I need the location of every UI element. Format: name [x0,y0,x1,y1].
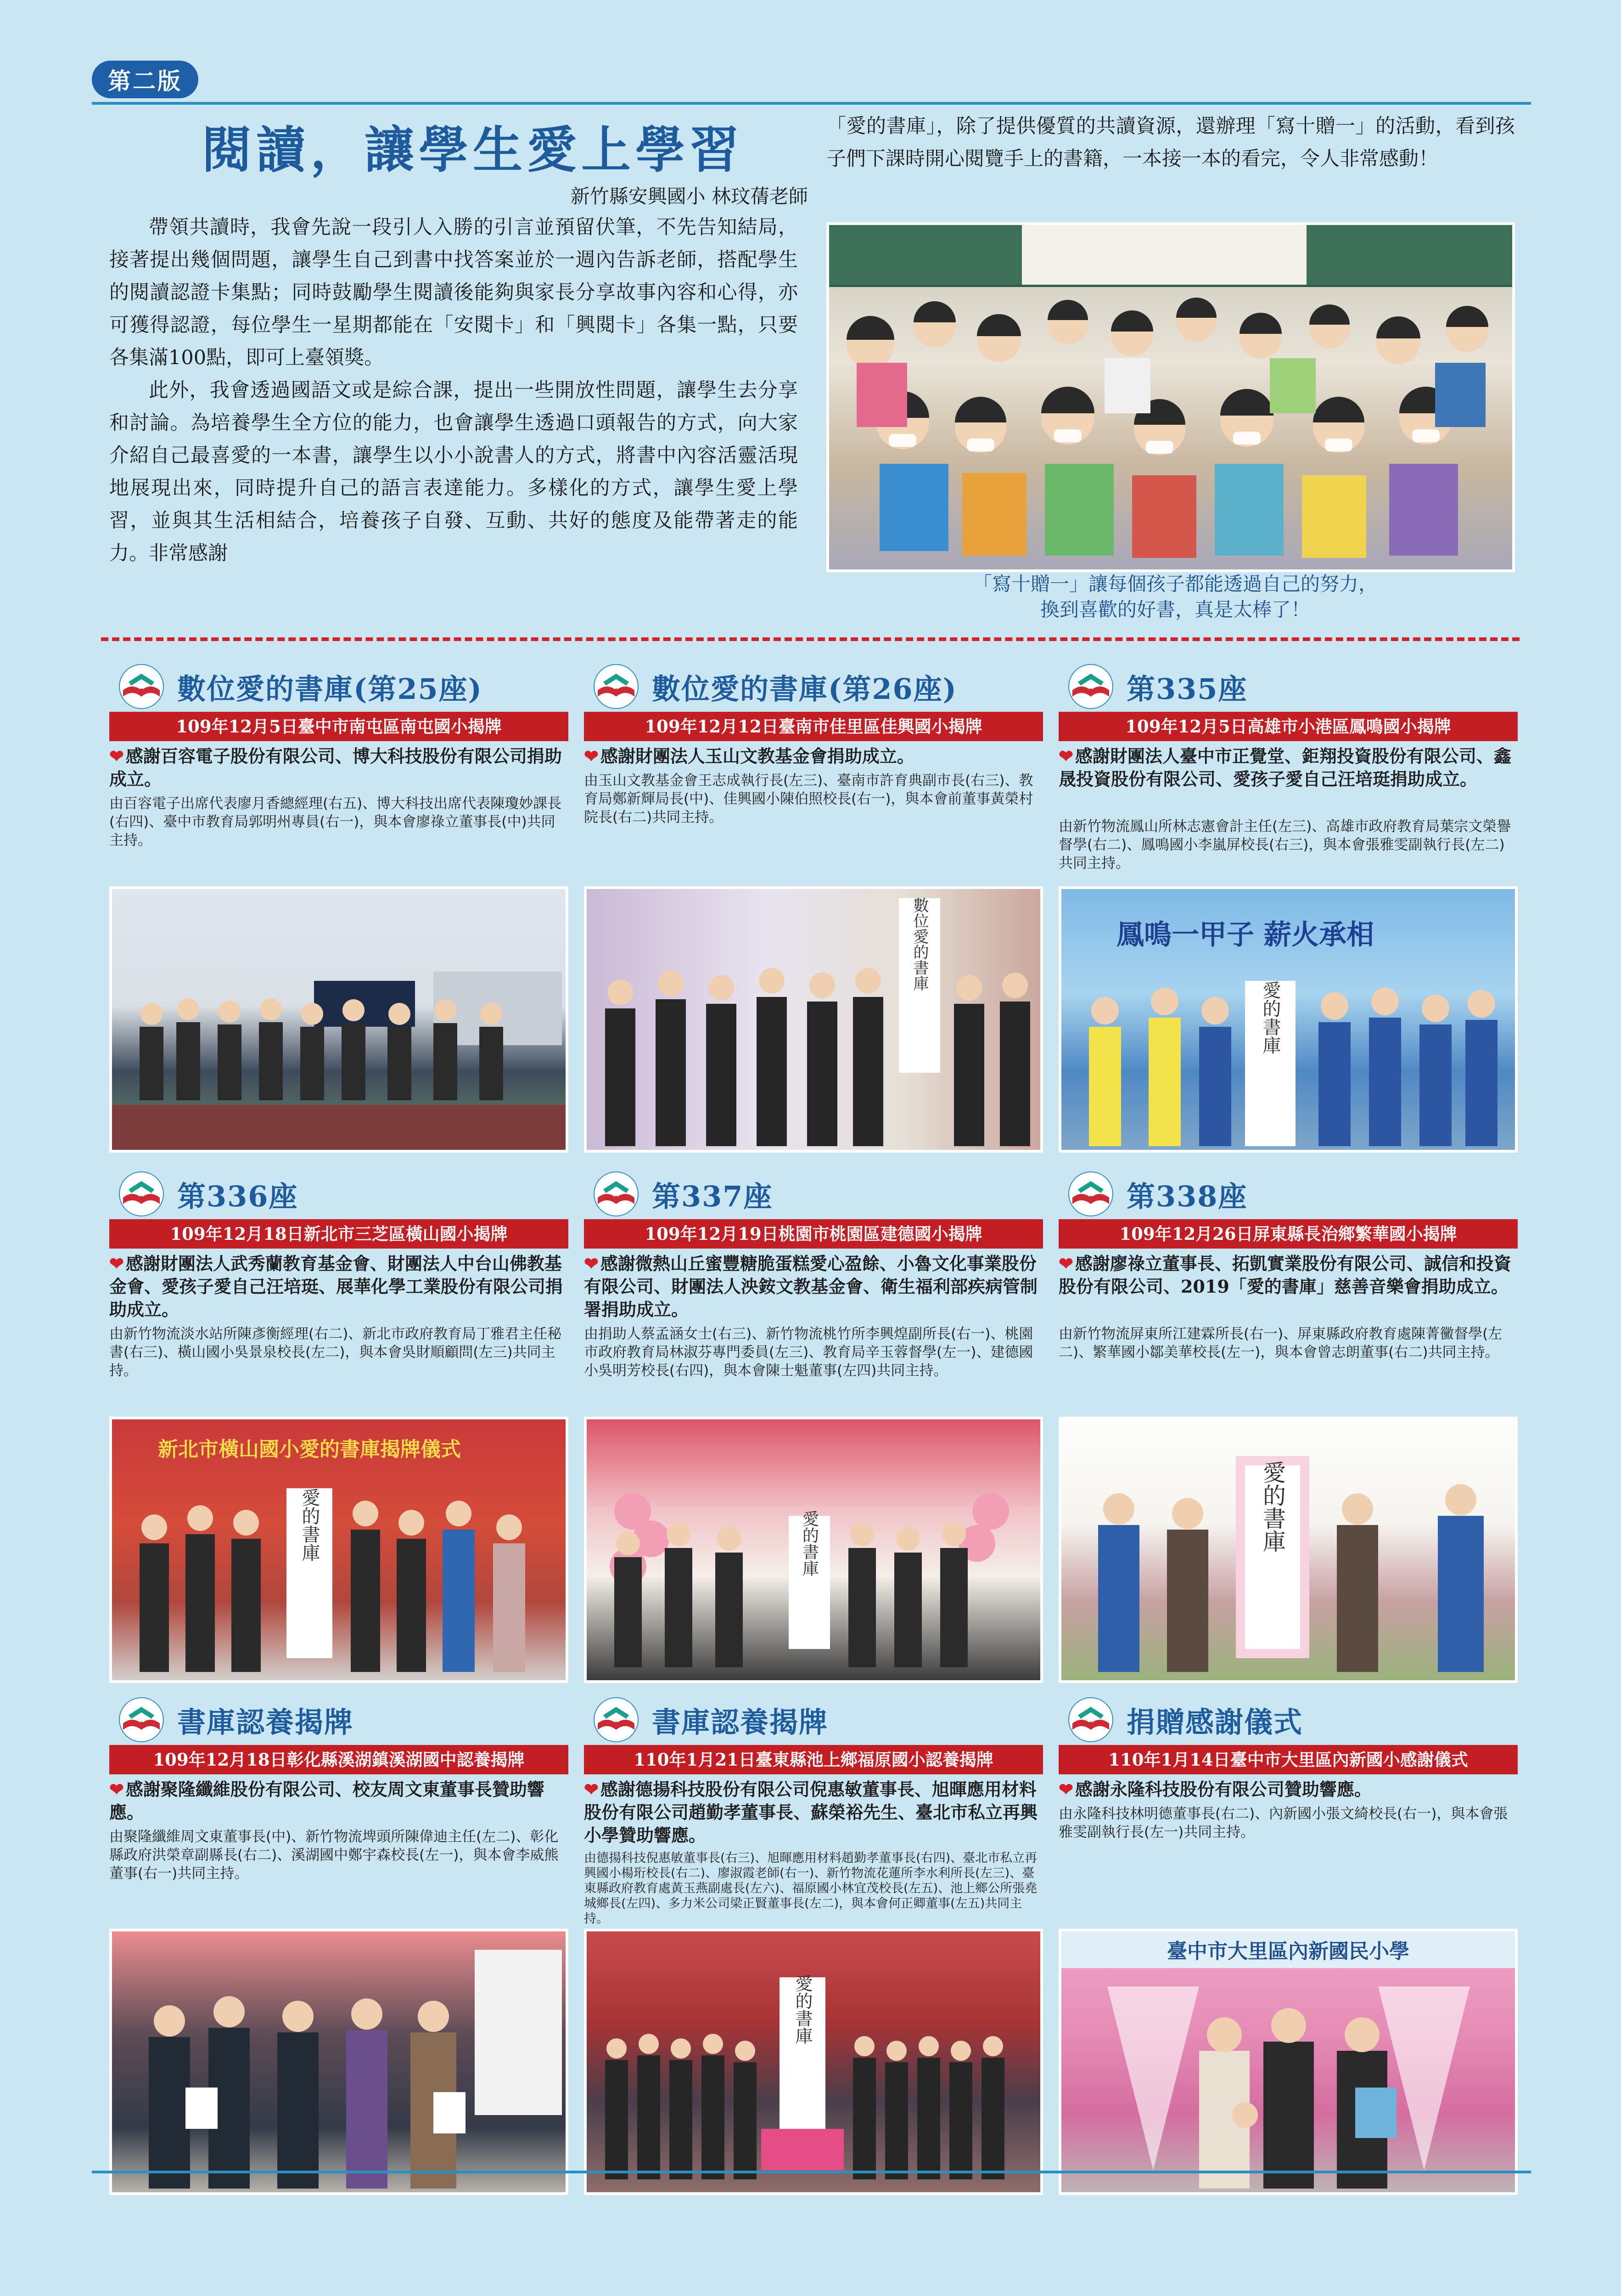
card-credit: 由玉山文教基金會王志成執行長(左三)、臺南市許育典副市長(右三)、教育局鄭新輝局長(中)、佳興國小陳伯照校長(右一)，與本會前董事黃榮村院長(右二)共同主持。 [584,772,1033,826]
photo-banner-text: 臺中市大里區內新國民小學 [1167,1940,1409,1963]
card-title: 第336座 [177,1179,298,1213]
photo-sign-text: 愛的書庫 [1259,1461,1286,1553]
card-credit: 由聚隆纖維周文東董事長(中)、新竹物流埤頭所陳偉迪主任(左二)、彰化縣政府洪榮章副縣長(右二)、溪湖國中鄭宇森校長(左一)，與本會李威熊董事(右一)共同主持。 [109,1829,559,1882]
book-icon [118,1697,164,1743]
book-icon [593,664,639,709]
card-banner: 109年12月12日臺南市佳里區佳興國小揭牌 [584,712,1043,741]
card-credit: 由永隆科技林明德董事長(右二)、內新國小張文綺校長(右一)，與本會張雅雯副執行長(左一)共同主持。 [1059,1806,1508,1840]
section-divider [101,637,1520,641]
card-photo-illustration [1061,889,1515,1150]
card-photo [1059,1929,1518,2195]
card-photo [109,1929,568,2195]
library-card [1059,661,1518,1054]
library-card [109,661,568,849]
card-photo [584,1929,1043,2195]
card-credit: 由新竹物流淡水站所陳彥衡經理(右二)、新北市政府教育局丁雅君主任秘書(右三)、橫山國小吳景泉校長(左二)，與本會吳財順顧問(左三)共同主持。 [109,1326,562,1379]
card-banner: 109年12月26日屏東縣長治鄉繁華國小揭牌 [1059,1219,1518,1249]
card-header [109,1169,568,1219]
card-banner: 109年12月5日臺中市南屯區南屯國小揭牌 [109,712,568,741]
heart-icon: ❤ [109,1253,124,1274]
photo-banner-text: 新北市橫山國小愛的書庫揭牌儀式 [158,1438,461,1461]
card-photo-illustration [1061,1931,1515,2192]
photo-sign-text: 愛的書庫 [1260,981,1281,1054]
book-icon [1068,1697,1114,1743]
bottom-rule [92,2171,1531,2173]
library-card [584,1694,1043,2044]
card-header [1059,1694,1518,1745]
card-photo [1059,1417,1518,1683]
card-photo-illustration [587,889,1040,1150]
caption-line: 換到喜歡的好書，真是太棒了！ [1040,598,1310,621]
card-banner: 110年1月14日臺中市大里區內新國小感謝儀式 [1059,1745,1518,1774]
card-thanks [1059,1252,1513,1335]
card-photo [1059,886,1518,1153]
card-photo-illustration [587,1931,1040,2192]
card-thanks-text: 感謝財團法人武秀蘭教育基金會、財團法人中台山佛教基金會、愛孩子愛自己汪培珽、展華化學工業股份有限公司捐助成立。 [109,1253,563,1320]
library-card [584,661,1043,991]
top-rule [92,102,1531,105]
photo-sign-text: 愛的書庫 [299,1488,320,1562]
card-header [584,1694,1043,1745]
card-credit: 由百容電子出席代表廖月香總經理(右五)、博大科技出席代表陳瓊妙課長(右四)、臺中市教育局郭明州專員(右一)，與本會廖祿立董事長(中)共同主持。 [109,795,562,849]
article-paragraph: 帶領共讀時，我會先說一段引人入勝的引言並預留伏筆，不先告知結局，接著提出幾個問題，讓學生自己到書中找答案並於一週內告訴老師，搭配學生的閱讀認證卡集點；同時鼓勵學生閱讀後能夠與家長分享故事內容和心得，亦可獲得認證，每位學生一星期都能在「安閱卡」和「興閱卡」各集一點，只要各集滿100點，即可上臺領獎。 [109,216,798,369]
card-thanks-text: 感謝永隆科技股份有限公司贊助響應。 [1075,1779,1372,1800]
book-icon [118,664,164,709]
card-photo-illustration [112,889,566,1150]
card-thanks-text: 感謝德揚科技股份有限公司倪惠敏董事長、旭暉應用材料股份有限公司趙勤孝董事長、蘇榮裕先生、臺北市私立再興小學贊助響應。 [584,1779,1038,1846]
book-icon [1068,664,1114,709]
card-photo [109,886,568,1153]
card-photo-illustration [1061,1419,1515,1680]
card-header [109,661,568,712]
card-banner: 110年1月21日臺東縣池上鄉福原國小認養揭牌 [584,1745,1043,1774]
article-body [109,211,798,625]
card-thanks [584,1778,1038,1861]
book-icon [593,1697,639,1743]
card-header [584,661,1043,712]
card-thanks [109,1252,564,1335]
card-thanks [1059,745,1513,827]
card-banner: 109年12月19日桃園市桃園區建德國小揭牌 [584,1219,1043,1249]
heart-icon: ❤ [584,1779,599,1800]
photo-sign-text: 數位愛的書庫 [910,897,929,991]
card-banner: 109年12月18日新北市三芝區橫山國小揭牌 [109,1219,568,1249]
article-photo-illustration [829,225,1512,569]
article-paragraph: 此外，我會透過國語文或是綜合課，提出一些開放性問題，讓學生去分享和討論。為培養學生全方位的能力，也會讓學生透過口頭報告的方式，向大家介紹自己最喜愛的一本書，讓學生以小小說書人的方式，將書中內容活靈活現地展現出來，同時提升自己的語言表達能力。多樣化的方式，讓學生愛上學習，並與其生活相結合，培養孩子自發、互動、共好的態度及能帶著走的能力。非常感謝 [109,379,798,565]
card-thanks-text: 感謝廖祿立董事長、拓凱實業股份有限公司、誠信和投資股份有限公司、2019「愛的書庫」慈善音樂會捐助成立。 [1059,1253,1511,1297]
heart-icon: ❤ [1059,1253,1073,1274]
heart-icon: ❤ [109,1779,124,1800]
card-photo [109,1417,568,1683]
card-thanks-text: 感謝財團法人玉山文教基金會捐助成立。 [600,746,914,766]
card-thanks-text: 感謝百容電子股份有限公司、博大科技股份有限公司捐助成立。 [109,746,562,789]
card-banner: 109年12月18日彰化縣溪湖鎮溪湖國中認養揭牌 [109,1745,568,1774]
card-header [1059,1169,1518,1219]
library-card [1059,1169,1518,1553]
book-icon [118,1171,164,1217]
photo-banner-text: 鳳鳴一甲子 薪火承相 [1116,919,1374,951]
card-title: 書庫認養揭牌 [177,1705,354,1739]
page-badge: 第二版 [92,61,198,98]
card-photo [584,1417,1043,1683]
card-credit: 由德揚科技倪惠敏董事長(右三)、旭暉應用材料趙勤孝董事長(右四)、臺北市私立再興國小楊珩校長(右二)、廖淑霞老師(右一)、新竹物流花蓮所李水利所長(左三)、臺東縣政府教育處黃玉燕副處長(左六)、福原國小林宜茂校長(左五)、池上鄉公所張堯城鄉長(左四)、多力米公司梁正賢董事長(左二)，與本會何正卿董事(左五)共同主持。 [584,1851,1038,1926]
article-author: 新竹縣安興國小 林玟蒨老師 [570,185,808,208]
card-header [109,1694,568,1745]
heart-icon: ❤ [1059,746,1073,766]
card-title: 第335座 [1127,672,1248,706]
article-photo [826,222,1515,572]
library-card [1059,1694,1518,1963]
library-card [109,1694,568,1882]
card-title: 數位愛的書庫(第25座) [177,672,482,706]
card-credit: 由新竹物流屏東所江建霖所長(右一)、屏東縣政府教育處陳菁黴督學(左二)、繁華國小鄒美華校長(左一)，與本會曾志朗董事(右二)共同主持。 [1059,1326,1503,1361]
card-title: 第338座 [1127,1179,1248,1213]
card-photo-illustration [112,1931,566,2192]
card-header [584,1169,1043,1219]
card-thanks-text: 感謝聚隆纖維股份有限公司、校友周文東董事長贊助響應。 [109,1779,544,1823]
card-credit: 由捐助人蔡孟涵女士(右三)、新竹物流桃竹所李興煌副所長(右一)、桃園市政府教育局林淑芬專門委員(左三)、教育局辛玉蓉督學(左一)、建德國小吳明芳校長(右四)，與本會陳士魁董事(左四)共同主持。 [584,1326,1033,1379]
caption-line: 「寫十贈一」讓每個孩子都能透過自己的努力， [972,573,1378,595]
heart-icon: ❤ [109,746,124,766]
card-photo [584,886,1043,1153]
photo-sign-text: 愛的書庫 [800,1510,819,1576]
article-continuation: 「愛的書庫」，除了提供優質的共讀資源，還辦理「寫十贈一」的活動，看到孩子們下課時開心閱覽手上的書籍，一本接一本的看完，令人非常感動！ [826,115,1515,170]
card-title: 捐贈感謝儀式 [1127,1705,1303,1739]
library-card [584,1169,1043,1576]
library-card [109,1169,568,1562]
photo-sign-text: 愛的書庫 [792,1975,813,2044]
book-icon [593,1171,639,1217]
card-thanks-text: 感謝微熱山丘蜜豐糖脆蛋糕愛心盈餘、小魯文化事業股份有限公司、財團法人泱銨文教基金會、衛生福利部疾病管制署捐助成立。 [584,1253,1038,1320]
heart-icon: ❤ [584,1253,599,1274]
card-title: 數位愛的書庫(第26座) [652,672,957,706]
card-photo-illustration [587,1419,1040,1680]
card-credit: 由新竹物流鳳山所林志憲會計主任(左三)、高雄市政府教育局葉宗文榮譽督學(右二)、鳳鳴國小李嵐屏校長(右三)，與本會張雅雯副執行長(左二)共同主持。 [1059,818,1511,872]
card-header [1059,661,1518,712]
heart-icon: ❤ [584,746,599,766]
card-photo-illustration [112,1419,566,1680]
card-title: 書庫認養揭牌 [652,1705,829,1739]
book-icon [1068,1171,1114,1217]
card-banner: 109年12月5日高雄市小港區鳳鳴國小揭牌 [1059,712,1518,741]
card-title: 第337座 [652,1179,773,1213]
card-thanks-text: 感謝財團法人臺中市正覺堂、鉅翔投資股份有限公司、鑫晟投資股份有限公司、愛孩子愛自己汪培珽捐助成立。 [1059,746,1511,789]
article-title: 閱讀，讓學生愛上學習 [202,121,744,179]
card-thanks [584,1252,1038,1335]
article-photo-caption [836,571,1515,626]
heart-icon: ❤ [1059,1779,1073,1800]
